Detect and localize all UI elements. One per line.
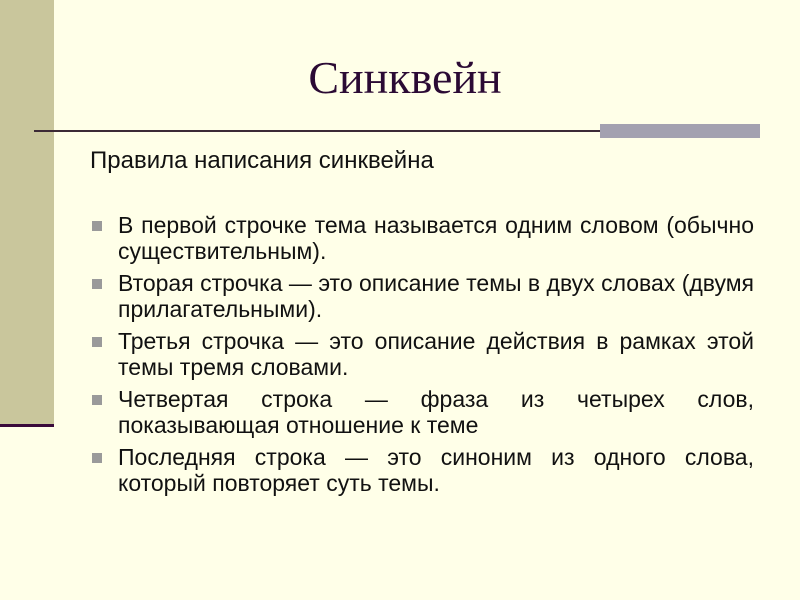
square-bullet-icon	[92, 395, 102, 405]
slide-title: Синквейн	[308, 52, 502, 103]
square-bullet-icon	[92, 221, 102, 231]
bullet-text: Четвертая строка — фраза из четырех слов, показывающая отношение к теме	[118, 386, 754, 438]
bullet-text: Последняя строка — это синоним из одного слова, который повторяет суть темы.	[118, 444, 754, 496]
bullet-list	[92, 213, 754, 503]
title-accent-bar	[600, 124, 760, 138]
square-bullet-icon	[92, 337, 102, 347]
bullet-text: Третья строчка — это описание действия в рамках этой темы тремя словами.	[118, 328, 754, 380]
square-bullet-icon	[92, 279, 102, 289]
bullet-item	[92, 445, 754, 496]
side-band-underline	[0, 424, 54, 427]
slide-subtitle: Правила написания синквейна	[90, 147, 434, 174]
bullet-item	[92, 271, 754, 322]
side-decoration-band	[0, 0, 54, 426]
bullet-item	[92, 213, 754, 264]
bullet-text: В первой строчке тема называется одним словом (обычно существительным).	[118, 212, 754, 264]
square-bullet-icon	[92, 453, 102, 463]
bullet-text: Вторая строчка — это описание темы в двух словах (двумя прилагательными).	[118, 270, 754, 322]
bullet-item	[92, 329, 754, 380]
bullet-item	[92, 387, 754, 438]
